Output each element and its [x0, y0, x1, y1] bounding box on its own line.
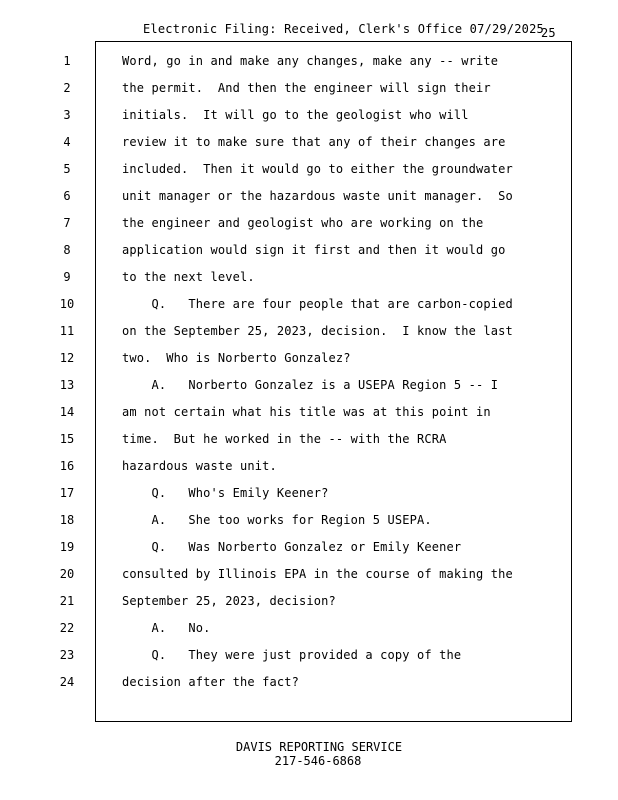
line-text: A. Norberto Gonzalez is a USEPA Region 5 -- I [122, 378, 499, 392]
line-number: 11 [59, 324, 75, 338]
transcript-line [0, 155, 618, 182]
transcript-line [0, 641, 618, 668]
page-number: 25 [541, 26, 556, 40]
transcript-line [0, 479, 618, 506]
line-number: 13 [59, 378, 75, 392]
line-text: September 25, 2023, decision? [122, 594, 336, 608]
transcript-line [0, 398, 618, 425]
transcript-line [0, 560, 618, 587]
line-text: two. Who is Norberto Gonzalez? [122, 351, 351, 365]
line-text: Word, go in and make any changes, make any -- write [122, 54, 499, 68]
filing-stamp: Electronic Filing: Received, Clerk's Office 07/29/2025 [143, 22, 544, 36]
transcript-line [0, 614, 618, 641]
line-text: A. No. [122, 621, 211, 635]
line-text: review it to make sure that any of their changes are [122, 135, 506, 149]
line-text: to the next level. [122, 270, 255, 284]
line-number: 22 [59, 621, 75, 635]
line-number: 21 [59, 594, 75, 608]
line-number: 8 [63, 243, 71, 257]
transcript-line [0, 344, 618, 371]
transcript-line [0, 47, 618, 74]
transcript-line [0, 533, 618, 560]
line-text: am not certain what his title was at this point in [122, 405, 491, 419]
transcript-lines [0, 47, 618, 695]
line-text: time. But he worked in the -- with the RCRA [122, 432, 447, 446]
line-number: 10 [59, 297, 75, 311]
line-number: 24 [59, 675, 75, 689]
transcript-line [0, 290, 618, 317]
line-text: hazardous waste unit. [122, 459, 277, 473]
transcript-line [0, 74, 618, 101]
line-text: Q. They were just provided a copy of the [122, 648, 462, 662]
line-number: 1 [63, 54, 71, 68]
transcript-line [0, 425, 618, 452]
transcript-line [0, 209, 618, 236]
transcript-line [0, 263, 618, 290]
line-number: 3 [63, 108, 71, 122]
transcript-line [0, 371, 618, 398]
line-number: 5 [63, 162, 71, 176]
line-text: Q. Who's Emily Keener? [122, 486, 329, 500]
line-text: unit manager or the hazardous waste unit manager. So [122, 189, 513, 203]
line-number: 17 [59, 486, 75, 500]
page-header [0, 22, 618, 38]
line-text: the engineer and geologist who are working on the [122, 216, 484, 230]
line-number: 12 [59, 351, 75, 365]
transcript-line [0, 128, 618, 155]
line-text: application would sign it first and then it would go [122, 243, 506, 257]
line-text: on the September 25, 2023, decision. I know the last [122, 324, 513, 338]
line-number: 23 [59, 648, 75, 662]
line-number: 20 [59, 567, 75, 581]
transcript-line [0, 506, 618, 533]
transcript-line [0, 101, 618, 128]
line-text: decision after the fact? [122, 675, 299, 689]
line-text: the permit. And then the engineer will sign their [122, 81, 491, 95]
transcript-line [0, 668, 618, 695]
line-number: 14 [59, 405, 75, 419]
transcript-line [0, 587, 618, 614]
line-text: A. She too works for Region 5 USEPA. [122, 513, 432, 527]
line-number: 9 [63, 270, 71, 284]
line-number: 16 [59, 459, 75, 473]
line-text: initials. It will go to the geologist who will [122, 108, 469, 122]
reporting-company: DAVIS REPORTING SERVICE [235, 740, 403, 754]
line-text: consulted by Illinois EPA in the course of making the [122, 567, 513, 581]
line-number: 2 [63, 81, 71, 95]
line-number: 7 [63, 216, 71, 230]
line-text: included. Then it would go to either the groundwater [122, 162, 513, 176]
line-text: Q. Was Norberto Gonzalez or Emily Keener [122, 540, 462, 554]
line-number: 4 [63, 135, 71, 149]
line-text: Q. There are four people that are carbon-copied [122, 297, 513, 311]
transcript-line [0, 182, 618, 209]
transcript-line [0, 452, 618, 479]
line-number: 6 [63, 189, 71, 203]
page-footer [0, 740, 618, 768]
line-number: 18 [59, 513, 75, 527]
line-number: 19 [59, 540, 75, 554]
transcript-line [0, 317, 618, 344]
transcript-line [0, 236, 618, 263]
reporting-phone: 217-546-6868 [274, 754, 362, 768]
line-number: 15 [59, 432, 75, 446]
